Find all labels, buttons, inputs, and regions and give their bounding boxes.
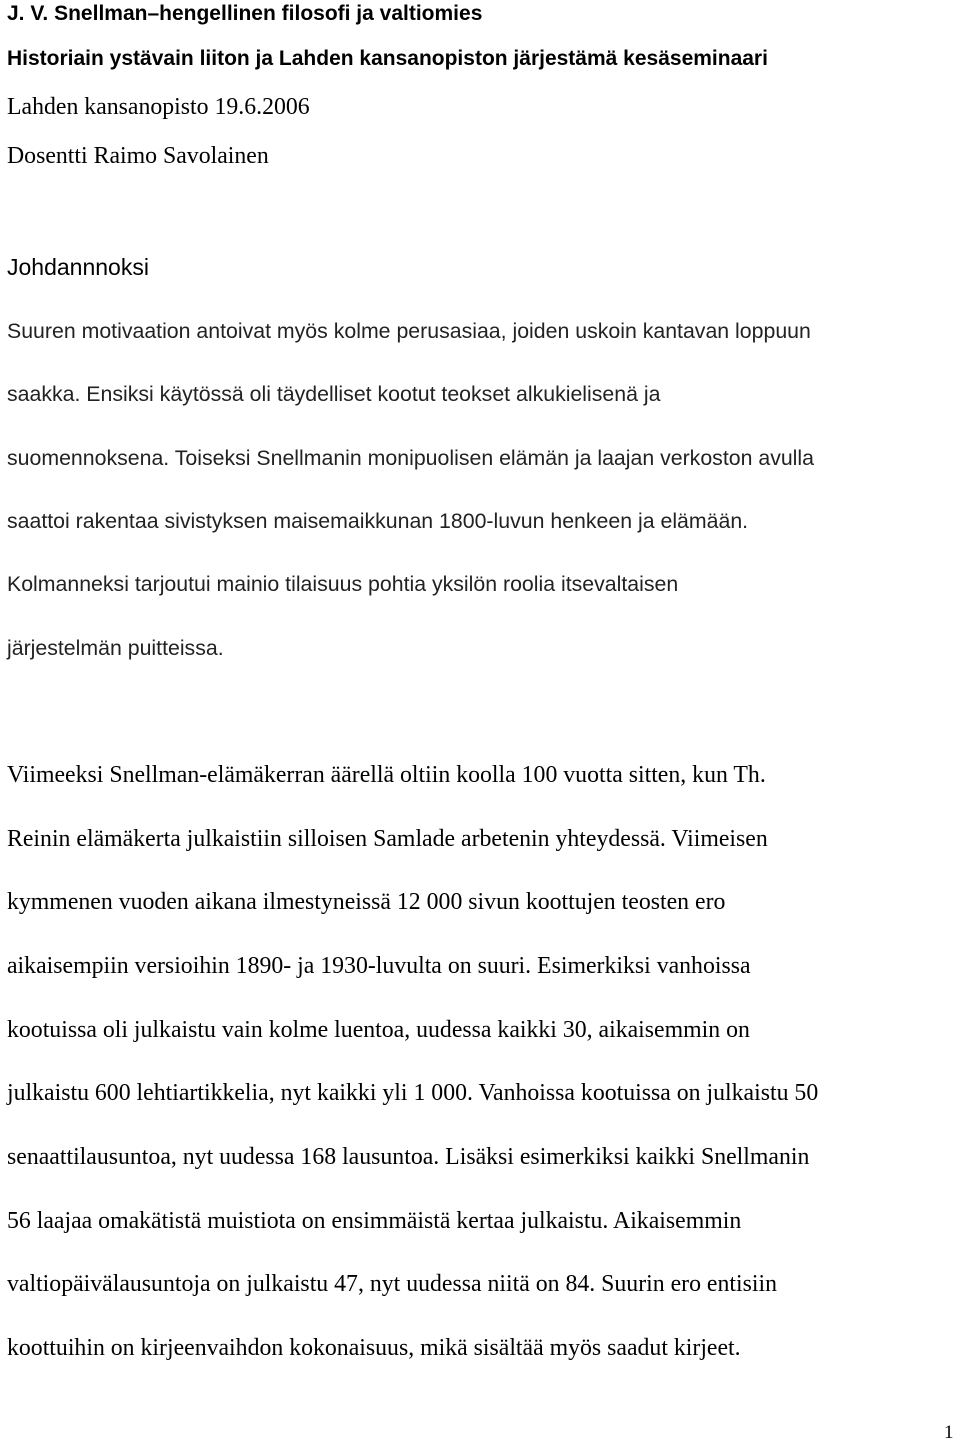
paragraph-line: senaattilausuntoa, nyt uudessa 168 lausuntoa. Lisäksi esimerkiksi kaikki Snellmanin [7,1144,810,1170]
paragraph-line: Viimeeksi Snellman-elämäkerran äärellä oltiin koolla 100 vuotta sitten, kun Th. [7,762,766,788]
author-line: Dosentti Raimo Savolainen [7,143,269,169]
paragraph-line: julkaistu 600 lehtiartikkelia, nyt kaikki yli 1 000. Vanhoissa kootuissa on julkaistu 50 [7,1080,819,1106]
event-line: Historiain ystävain liiton ja Lahden kansanopiston järjestämä kesäseminaari [7,47,768,70]
paragraph-line: järjestelmän puitteissa. [7,636,224,660]
paragraph-line: aikaisempiin versioihin 1890- ja 1930-luvulta on suuri. Esimerkiksi vanhoissa [7,953,751,979]
paragraph-line: Suuren motivaation antoivat myös kolme perusasiaa, joiden uskoin kantavan loppuun [7,319,811,343]
paragraph-line: valtiopäivälausuntoja on julkaistu 47, nyt uudessa niitä on 84. Suurin ero entisiin [7,1271,777,1297]
page-number: 1 [944,1422,954,1443]
document-title: J. V. Snellman–hengellinen filosofi ja valtiomies [7,2,483,25]
paragraph-line: suomennoksena. Toiseksi Snellmanin monipuolisen elämän ja laajan verkoston avulla [7,446,814,470]
paragraph-line: koottuihin on kirjeenvaihdon kokonaisuus, mikä sisältää myös saadut kirjeet. [7,1335,741,1361]
paragraph-line: saattoi rakentaa sivistyksen maisemaikkunan 1800-luvun henkeen ja elämään. [7,509,749,533]
paragraph-line: Reinin elämäkerta julkaistiin silloisen Samlade arbetenin yhteydessä. Viimeisen [7,826,768,852]
place-date-line: Lahden kansanopisto 19.6.2006 [7,94,310,120]
paragraph-line: Kolmanneksi tarjoutui mainio tilaisuus pohtia yksilön roolia itsevaltaisen [7,572,679,596]
paragraph-line: kymmenen vuoden aikana ilmestyneissä 12 000 sivun koottujen teosten ero [7,889,726,915]
paragraph-line: 56 laajaa omakätistä muistiota on ensimmäistä kertaa julkaistu. Aikaisemmin [7,1208,742,1234]
paragraph-line: saakka. Ensiksi käytössä oli täydelliset kootut teokset alkukielisenä ja [7,382,661,406]
paragraph-line: kootuissa oli julkaistu vain kolme luentoa, uudessa kaikki 30, aikaisemmin on [7,1017,750,1043]
section-heading: Johdannnoksi [7,254,149,280]
